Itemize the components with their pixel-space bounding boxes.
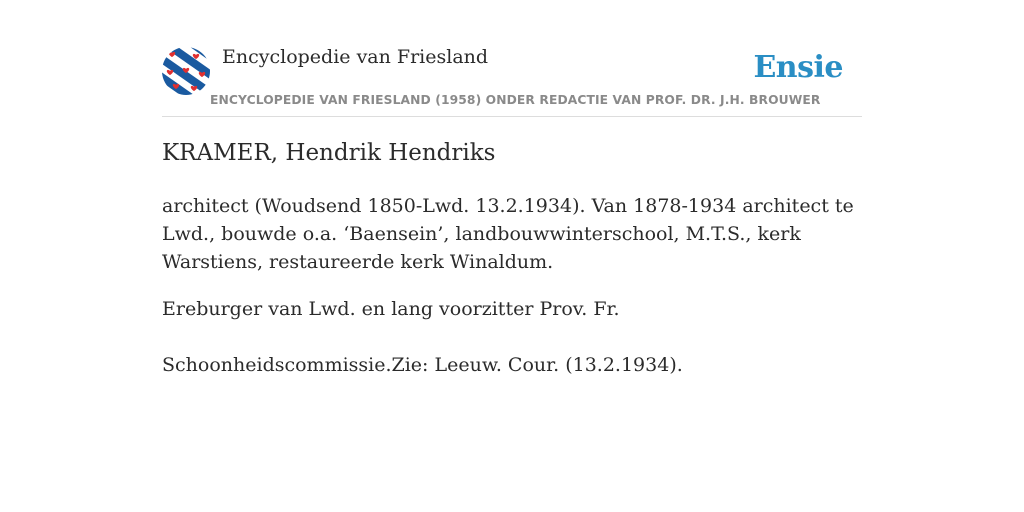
frisian-flag-logo-icon[interactable] (162, 47, 210, 95)
encyclopedia-subtitle: ENCYCLOPEDIE VAN FRIESLAND (1958) ONDER REDACTIE VAN PROF. DR. J.H. BROUWER (210, 93, 821, 107)
site-header (162, 0, 862, 117)
ensie-brand-logo[interactable]: Ensie (753, 50, 843, 85)
entry-paragraph: Schoonheidscommissie.Zie: Leeuw. Cour. (13.2.1934). (162, 354, 683, 376)
entry-paragraph: architect (Woudsend 1850-Lwd. 13.2.1934). Van 1878-1934 architect te Lwd., bouwde o.a. ‘Baensein’, landbouwwinterschool, M.T.S., kerk Warstiens, restaureerde kerk Winaldum. (162, 195, 854, 273)
site-name-link[interactable]: Encyclopedie van Friesland (222, 46, 489, 68)
entry-title: KRAMER, Hendrik Hendriks (162, 140, 496, 166)
page-container (162, 0, 862, 376)
entry-paragraph: Ereburger van Lwd. en lang voorzitter Prov. Fr. (162, 298, 620, 320)
